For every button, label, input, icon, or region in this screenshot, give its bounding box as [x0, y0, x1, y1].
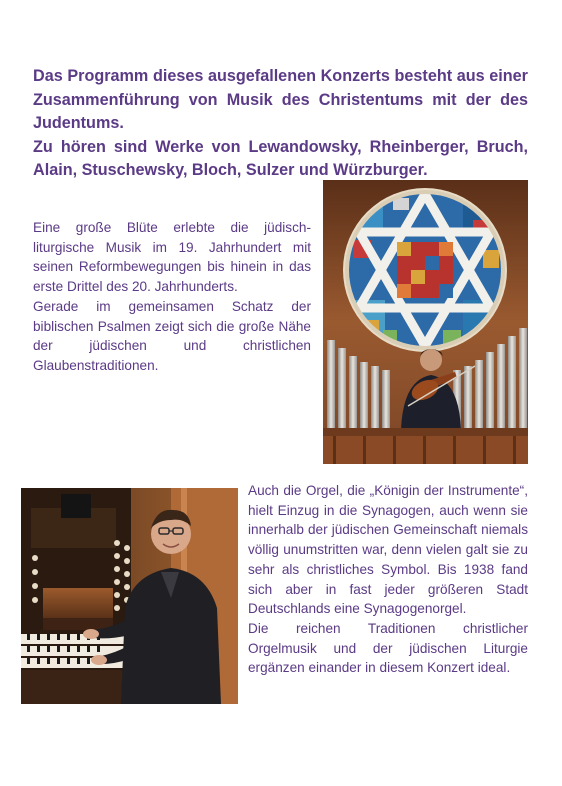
heading-composers: Zu hören sind Werke von Lewandowsky, Rheinberger, Bruch, Alain, Stuschewsky, Bloch, Sulzer und Würzburger. [33, 137, 528, 179]
concert-traditions-paragraph: Die reichen Traditionen christlicher Orgelmusik und der jüdischen Liturgie ergänzen einander in diesem Konzert ideal. [248, 620, 528, 676]
organ-history-paragraph: Auch die Orgel, die „Königin der Instrumente“, hielt Einzug in die Synagogen, auch wenn sie innerhalb der jüdischen Gemeinschaft niemals völlig unumstritten war, denn vielen galt sie zu sehr als christliches Symbol. Bis 1938 fand sich aber in fast jeder größeren Stadt Deutschlands eine Synagogenorgel. [248, 483, 528, 617]
section-synagogue-organ [248, 481, 528, 678]
concert-program-heading [33, 65, 528, 183]
organist-photo [21, 488, 238, 704]
liturgical-music-paragraph: Eine große Blüte erlebte die jüdisch-liturgische Musik im 19. Jahrhundert mit seinen Reformbewegungen bis hinein in das erste Drittel des 20. Jahrhunderts. [33, 220, 311, 295]
synagogue-violinist-photo [323, 180, 528, 464]
psalms-paragraph: Gerade im gemeinsamen Schatz der biblischen Psalmen zeigt sich die große Nähe der jüdischen und christlichen Glaubenstraditionen. [33, 298, 311, 373]
heading-intro: Das Programm dieses ausgefallenen Konzerts besteht aus einer Zusammenführung von Musik des Christentums mit der des Judentums. [33, 67, 528, 132]
section-liturgical-music [33, 218, 311, 376]
